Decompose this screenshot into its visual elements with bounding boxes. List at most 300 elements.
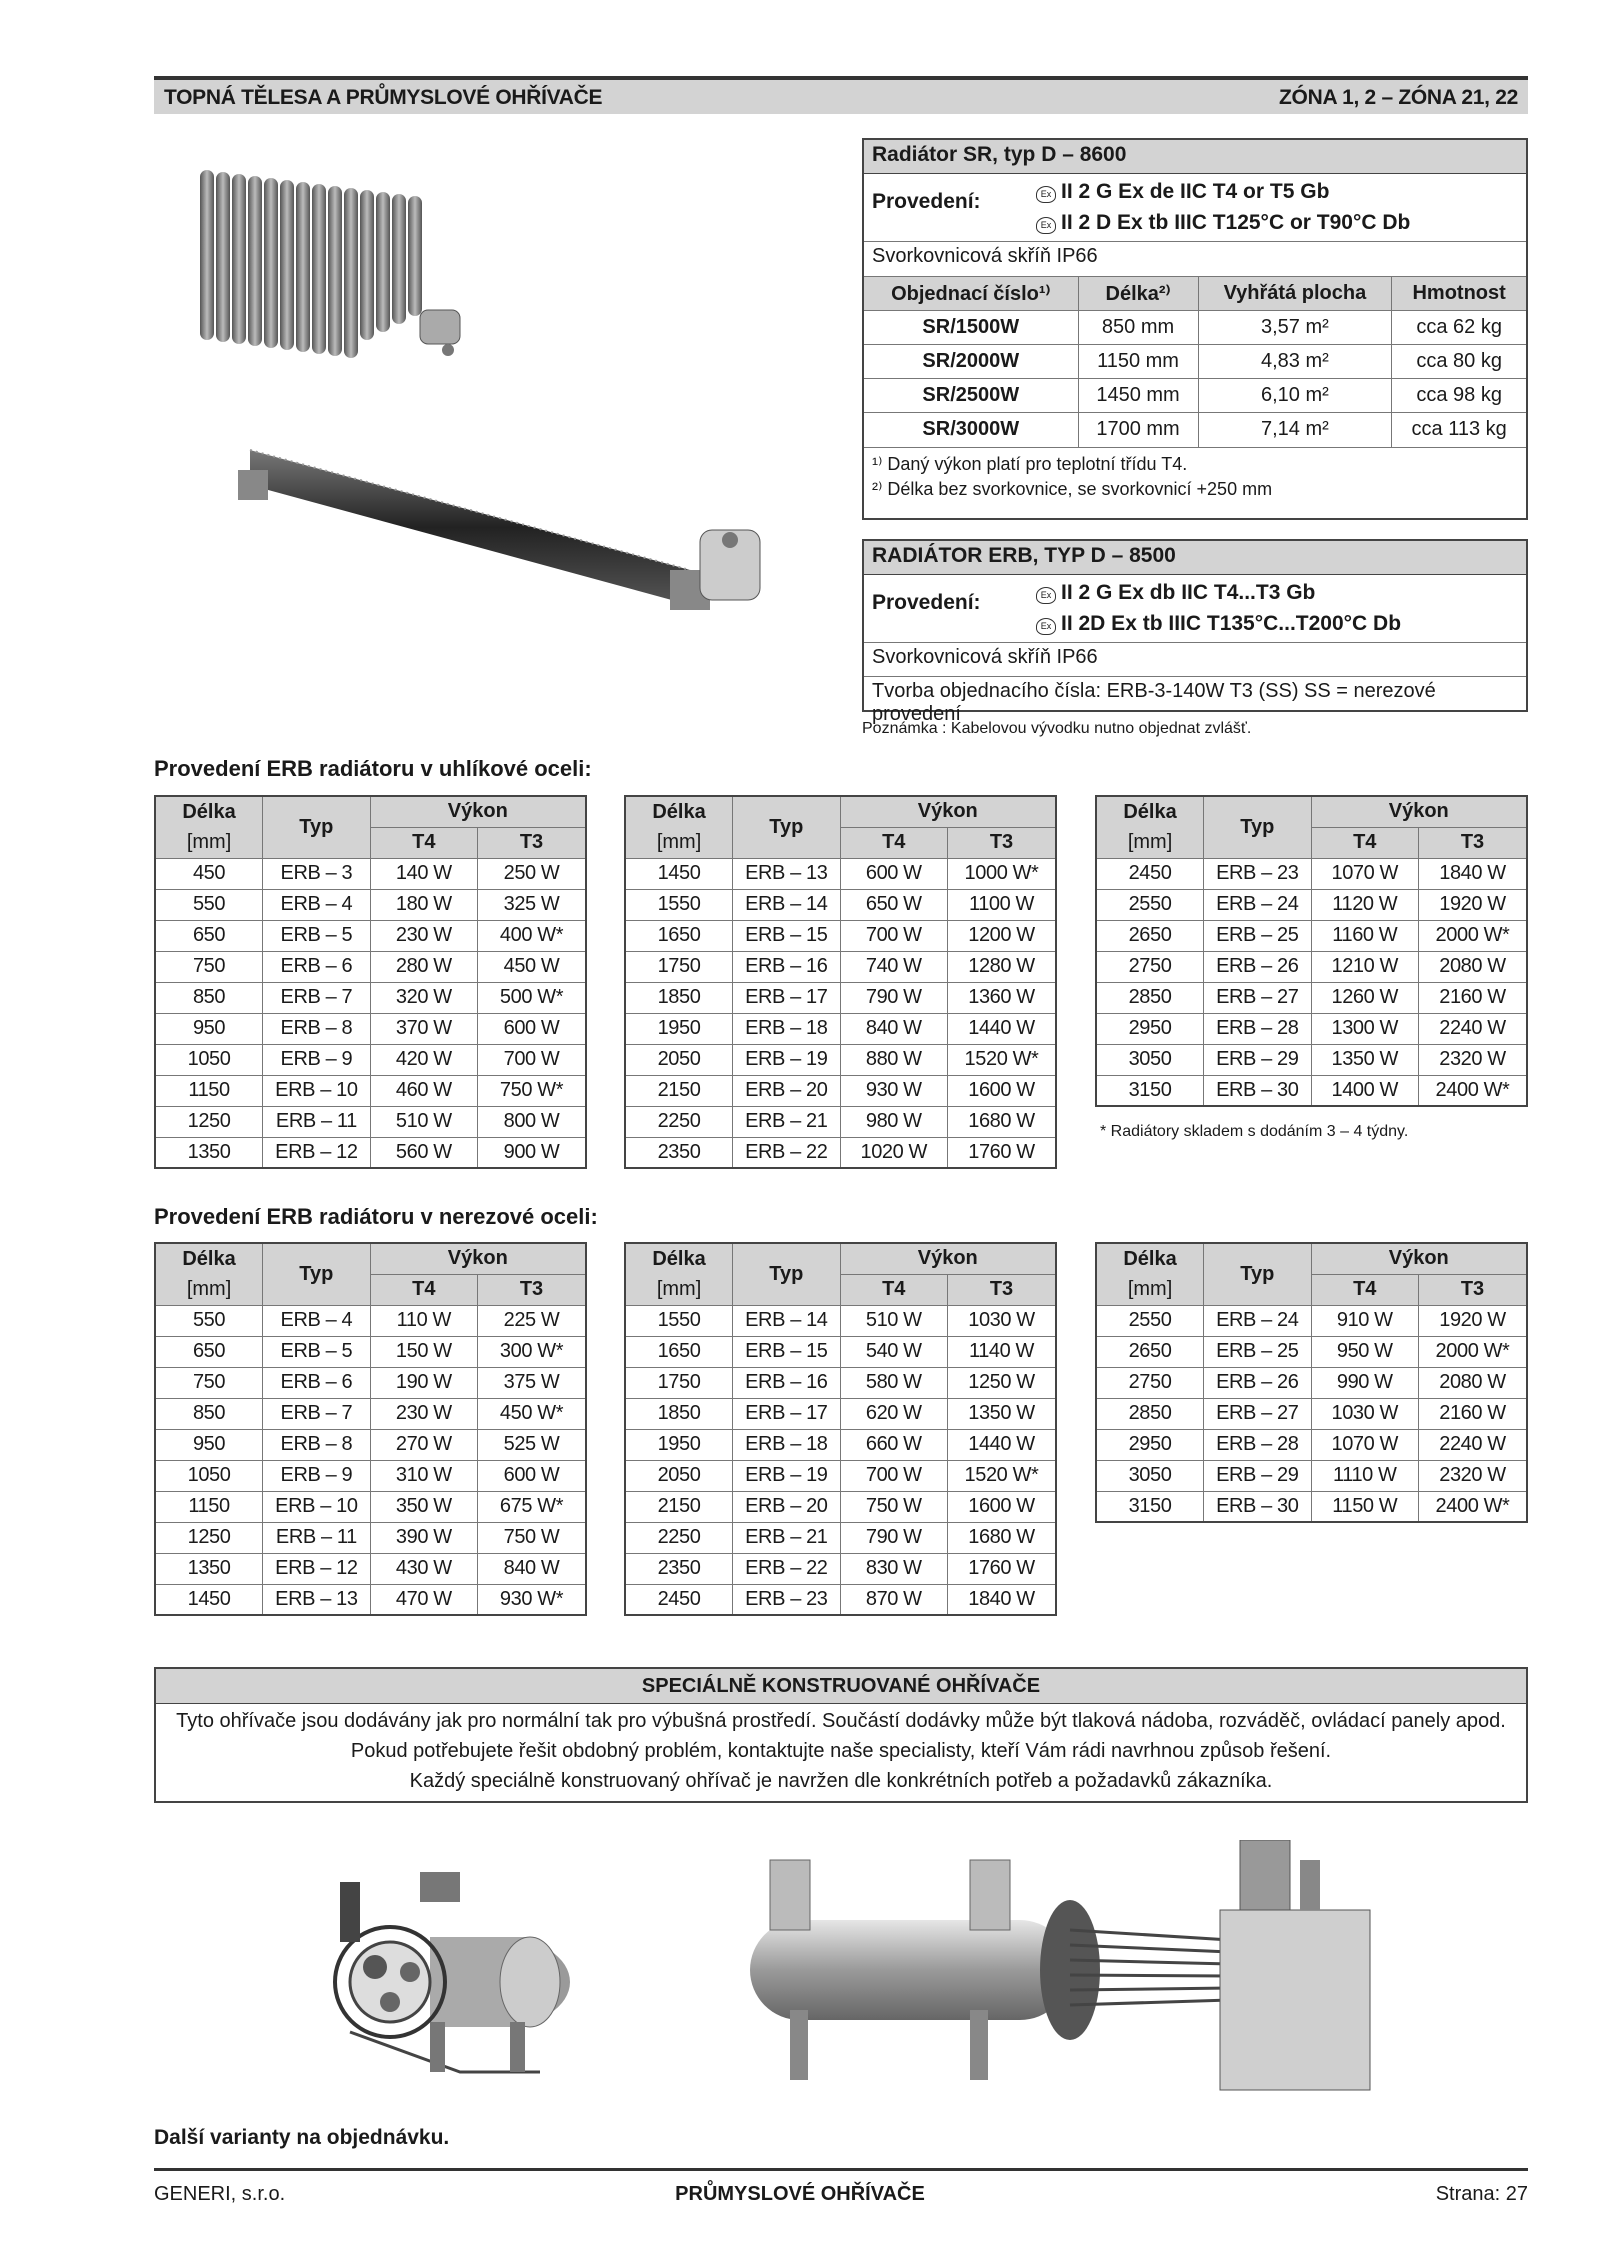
type-cell: ERB – 30 [1204, 1491, 1311, 1522]
col-t3: T3 [948, 827, 1057, 858]
sr-length-cell: 850 mm [1078, 311, 1198, 345]
erb-provedeni-label: Provedení: [872, 591, 981, 614]
t4-power-cell: 620 W [840, 1398, 947, 1429]
t4-power-cell: 540 W [840, 1336, 947, 1367]
type-cell: ERB – 9 [263, 1460, 371, 1491]
more-variants-note: Další varianty na objednávku. [154, 2126, 450, 2149]
t4-power-cell: 1150 W [1311, 1491, 1418, 1522]
length-cell: 1450 [625, 858, 733, 889]
type-cell: ERB – 9 [263, 1044, 371, 1075]
col-t3: T3 [478, 1274, 586, 1305]
length-cell: 1550 [625, 889, 733, 920]
table-row [625, 1553, 1056, 1584]
t4-power-cell: 190 W [370, 1367, 477, 1398]
t3-power-cell: 2400 W* [1419, 1075, 1528, 1106]
t3-power-cell: 2240 W [1419, 1429, 1528, 1460]
table-row [155, 1075, 586, 1106]
length-cell: 2450 [625, 1584, 733, 1615]
t3-power-cell: 1920 W [1419, 1305, 1528, 1336]
length-cell: 1250 [155, 1522, 263, 1553]
type-cell: ERB – 22 [733, 1137, 840, 1168]
t4-power-cell: 230 W [370, 920, 477, 951]
t3-power-cell: 1760 W [947, 1553, 1056, 1584]
t3-power-cell: 900 W [478, 1137, 586, 1168]
sr-length-cell: 1150 mm [1078, 345, 1198, 379]
sr-table-row [864, 311, 1526, 345]
table-row [1096, 982, 1527, 1013]
type-cell: ERB – 23 [733, 1584, 840, 1615]
t4-power-cell: 1300 W [1311, 1013, 1418, 1044]
col-vykon: Výkon [370, 1243, 586, 1274]
t3-power-cell: 1250 W [947, 1367, 1056, 1398]
t3-power-cell: 750 W* [478, 1075, 586, 1106]
t4-power-cell: 390 W [370, 1522, 477, 1553]
type-cell: ERB – 16 [733, 1367, 840, 1398]
table-row [155, 1553, 586, 1584]
t3-power-cell: 300 W* [478, 1336, 586, 1367]
t3-power-cell: 400 W* [478, 920, 586, 951]
t4-power-cell: 470 W [370, 1584, 477, 1615]
carbon-table [1095, 795, 1528, 1107]
t4-power-cell: 660 W [840, 1429, 947, 1460]
t3-power-cell: 1680 W [947, 1522, 1056, 1553]
t3-power-cell: 1360 W [948, 982, 1057, 1013]
t3-power-cell: 840 W [478, 1553, 586, 1584]
t3-power-cell: 1520 W* [948, 1044, 1057, 1075]
t3-power-cell: 1140 W [947, 1336, 1056, 1367]
sr-order-cell: SR/2500W [864, 379, 1078, 413]
sr-area-cell: 7,14 m² [1198, 413, 1392, 447]
special-line-3: Každý speciálně konstruovaný ohřívač je navržen dle konkrétních potřeb a požadavků zákazníka. [409, 1770, 1273, 1792]
carbon-table [624, 795, 1057, 1169]
t3-power-cell: 1280 W [948, 951, 1057, 982]
stainless-heading: Provedení ERB radiátoru v nerezové oceli: [154, 1204, 598, 1229]
sr-marking-2: II 2 D Ex tb IIIC T125°C or T90°C Db [1061, 211, 1411, 234]
col-delka: Délka [1096, 1243, 1204, 1274]
length-cell: 3050 [1096, 1044, 1204, 1075]
table-row [625, 1460, 1056, 1491]
table-row [155, 1367, 586, 1398]
table-row [625, 1522, 1056, 1553]
length-cell: 2350 [625, 1553, 733, 1584]
t4-power-cell: 270 W [370, 1429, 477, 1460]
length-cell: 1850 [625, 982, 733, 1013]
table-row [625, 1137, 1056, 1168]
type-cell: ERB – 21 [733, 1522, 840, 1553]
type-cell: ERB – 24 [1204, 889, 1311, 920]
sr-footnote-2: ²⁾ Délka bez svorkovnice, se svorkovnicí +250 mm [872, 478, 1273, 499]
type-cell: ERB – 13 [733, 858, 840, 889]
length-cell: 3150 [1096, 1075, 1204, 1106]
col-t3: T3 [478, 827, 586, 858]
t3-power-cell: 250 W [478, 858, 586, 889]
t3-power-cell: 1600 W [948, 1075, 1057, 1106]
table-row [625, 858, 1056, 889]
type-cell: ERB – 25 [1204, 920, 1311, 951]
length-cell: 1850 [625, 1398, 733, 1429]
sr-col-area: Vyhřátá plocha [1198, 277, 1392, 311]
t4-power-cell: 510 W [840, 1305, 947, 1336]
table-row [155, 1460, 586, 1491]
table-row [625, 982, 1056, 1013]
special-line-1: Tyto ohřívače jsou dodávány jak pro normální tak pro výbušná prostředí. Součástí dodávky může být tlaková nádoba, rozváděč, ovládací panely apod. [176, 1710, 1506, 1732]
table-row [625, 920, 1056, 951]
t3-power-cell: 930 W* [478, 1584, 586, 1615]
length-cell: 2150 [625, 1075, 733, 1106]
length-cell: 1450 [155, 1584, 263, 1615]
t3-power-cell: 2080 W [1419, 951, 1528, 982]
t4-power-cell: 700 W [840, 920, 947, 951]
footer-page-number: Strana: 27 [1435, 2183, 1528, 2205]
sr-table-row [864, 379, 1526, 413]
t4-power-cell: 320 W [370, 982, 477, 1013]
sr-area-cell: 3,57 m² [1198, 311, 1392, 345]
length-cell: 1650 [625, 1336, 733, 1367]
table-row [1096, 889, 1527, 920]
type-cell: ERB – 17 [733, 1398, 840, 1429]
t3-power-cell: 1680 W [948, 1106, 1057, 1137]
length-cell: 1150 [155, 1491, 263, 1522]
table-row [625, 1336, 1056, 1367]
t3-power-cell: 325 W [478, 889, 586, 920]
col-t4: T4 [1311, 1274, 1418, 1305]
sr-order-cell: SR/2000W [864, 345, 1078, 379]
t3-power-cell: 1440 W [947, 1429, 1056, 1460]
table-row [625, 1429, 1056, 1460]
table-row [155, 1398, 586, 1429]
t4-power-cell: 110 W [370, 1305, 477, 1336]
table-row [1096, 1044, 1527, 1075]
length-cell: 2650 [1096, 920, 1204, 951]
t4-power-cell: 1350 W [1311, 1044, 1418, 1075]
special-title: SPECIÁLNĚ KONSTRUOVANÉ OHŘÍVAČE [156, 1669, 1526, 1704]
type-cell: ERB – 16 [733, 951, 840, 982]
special-heater-photo-1 [320, 1852, 580, 2092]
length-cell: 2750 [1096, 951, 1204, 982]
table-row [625, 1305, 1056, 1336]
type-cell: ERB – 25 [1204, 1336, 1311, 1367]
sr-area-cell: 4,83 m² [1198, 345, 1392, 379]
length-cell: 2050 [625, 1044, 733, 1075]
col-typ: Typ [1204, 796, 1311, 858]
type-cell: ERB – 11 [263, 1522, 371, 1553]
table-row [1096, 1429, 1527, 1460]
t4-power-cell: 1260 W [1311, 982, 1418, 1013]
sr-weight-cell: cca 80 kg [1392, 345, 1526, 379]
erb-order-code: Tvorba objednacího čísla: ERB-3-140W T3 (SS) SS = nerezové provedení [872, 680, 1436, 725]
t3-power-cell: 2000 W* [1419, 920, 1528, 951]
t3-power-cell: 600 W [478, 1013, 586, 1044]
sr-table [864, 276, 1526, 447]
carbon-heading: Provedení ERB radiátoru v uhlíkové oceli: [154, 756, 592, 781]
erb-title: RADIÁTOR ERB, TYP D – 8500 [864, 541, 1526, 575]
ex-mark-icon: Ex [1036, 217, 1056, 234]
type-cell: ERB – 18 [733, 1429, 840, 1460]
type-cell: ERB – 19 [733, 1460, 840, 1491]
table-row [1096, 1075, 1527, 1106]
t4-power-cell: 790 W [840, 1522, 947, 1553]
type-cell: ERB – 14 [733, 889, 840, 920]
type-cell: ERB – 17 [733, 982, 840, 1013]
type-cell: ERB – 29 [1204, 1044, 1311, 1075]
type-cell: ERB – 23 [1204, 858, 1311, 889]
t4-power-cell: 460 W [370, 1075, 477, 1106]
type-cell: ERB – 4 [263, 889, 371, 920]
t3-power-cell: 2000 W* [1419, 1336, 1528, 1367]
sr-footnote-1: ¹⁾ Daný výkon platí pro teplotní třídu T4. [872, 453, 1188, 474]
type-cell: ERB – 12 [263, 1137, 371, 1168]
t4-power-cell: 790 W [840, 982, 947, 1013]
t4-power-cell: 230 W [370, 1398, 477, 1429]
table-row [1096, 1367, 1527, 1398]
table-row [155, 889, 586, 920]
sr-marking-1: II 2 G Ex de IIC T4 or T5 Gb [1061, 180, 1330, 203]
header-title: TOPNÁ TĚLESA A PRŮMYSLOVÉ OHŘÍVAČE [164, 86, 603, 109]
length-cell: 550 [155, 889, 263, 920]
t3-power-cell: 2400 W* [1419, 1491, 1528, 1522]
length-cell: 450 [155, 858, 263, 889]
t3-power-cell: 1440 W [948, 1013, 1057, 1044]
sr-terminal: Svorkovnicová skříň IP66 [872, 245, 1098, 267]
col-delka: Délka [155, 796, 263, 827]
sr-table-row [864, 345, 1526, 379]
t4-power-cell: 990 W [1311, 1367, 1418, 1398]
table-row [155, 858, 586, 889]
col-t3: T3 [947, 1274, 1056, 1305]
t4-power-cell: 840 W [840, 1013, 947, 1044]
ex-mark-icon: Ex [1036, 587, 1056, 604]
t3-power-cell: 2080 W [1419, 1367, 1528, 1398]
t4-power-cell: 580 W [840, 1367, 947, 1398]
t3-power-cell: 675 W* [478, 1491, 586, 1522]
length-cell: 3150 [1096, 1491, 1204, 1522]
length-cell: 650 [155, 920, 263, 951]
type-cell: ERB – 22 [733, 1553, 840, 1584]
length-cell: 2450 [1096, 858, 1204, 889]
t4-power-cell: 1070 W [1311, 858, 1418, 889]
type-cell: ERB – 20 [733, 1491, 840, 1522]
t4-power-cell: 750 W [840, 1491, 947, 1522]
length-cell: 1250 [155, 1106, 263, 1137]
t4-power-cell: 950 W [1311, 1336, 1418, 1367]
table-row [625, 1013, 1056, 1044]
col-delka: Délka [1096, 796, 1204, 827]
erb-provedeni-row [864, 575, 1526, 643]
length-cell: 2850 [1096, 1398, 1204, 1429]
col-t4: T4 [840, 827, 947, 858]
table-row [1096, 1336, 1527, 1367]
t3-power-cell: 1350 W [947, 1398, 1056, 1429]
t4-power-cell: 310 W [370, 1460, 477, 1491]
t3-power-cell: 2160 W [1419, 982, 1528, 1013]
table-row [625, 1491, 1056, 1522]
erb-terminal: Svorkovnicová skříň IP66 [864, 643, 1526, 677]
type-cell: ERB – 24 [1204, 1305, 1311, 1336]
sr-order-cell: SR/1500W [864, 311, 1078, 345]
t4-power-cell: 140 W [370, 858, 477, 889]
type-cell: ERB – 5 [263, 1336, 371, 1367]
col-t4: T4 [370, 827, 477, 858]
t4-power-cell: 180 W [370, 889, 477, 920]
footer-rule [154, 2168, 1528, 2171]
sr-weight-cell: cca 113 kg [1392, 413, 1526, 447]
t3-power-cell: 1100 W [948, 889, 1057, 920]
col-mm: [mm] [625, 827, 733, 858]
length-cell: 2650 [1096, 1336, 1204, 1367]
type-cell: ERB – 20 [733, 1075, 840, 1106]
type-cell: ERB – 6 [263, 951, 371, 982]
type-cell: ERB – 10 [263, 1491, 371, 1522]
type-cell: ERB – 12 [263, 1553, 371, 1584]
page-header [154, 76, 1528, 114]
table-row [1096, 1305, 1527, 1336]
t3-power-cell: 750 W [478, 1522, 586, 1553]
t4-power-cell: 150 W [370, 1336, 477, 1367]
sr-provedeni-row [864, 174, 1526, 242]
length-cell: 2550 [1096, 889, 1204, 920]
stainless-table [624, 1242, 1057, 1616]
sr-col-order: Objednací číslo¹⁾ [864, 277, 1078, 311]
table-row [155, 982, 586, 1013]
length-cell: 2950 [1096, 1429, 1204, 1460]
length-cell: 2250 [625, 1522, 733, 1553]
length-cell: 3050 [1096, 1460, 1204, 1491]
type-cell: ERB – 5 [263, 920, 371, 951]
erb-note: Poznámka : Kabelovou vývodku nutno objednat zvlášť. [862, 720, 1252, 737]
t4-power-cell: 430 W [370, 1553, 477, 1584]
col-typ: Typ [733, 796, 840, 858]
type-cell: ERB – 8 [263, 1013, 371, 1044]
t3-power-cell: 800 W [478, 1106, 586, 1137]
col-typ: Typ [263, 796, 371, 858]
length-cell: 1650 [625, 920, 733, 951]
t3-power-cell: 225 W [478, 1305, 586, 1336]
t3-power-cell: 2320 W [1419, 1044, 1528, 1075]
col-t4: T4 [370, 1274, 477, 1305]
erb-info-box [862, 539, 1528, 725]
footer-section: PRŮMYSLOVÉ OHŘÍVAČE [675, 2183, 925, 2205]
table-row [155, 1106, 586, 1137]
col-t3: T3 [1419, 827, 1528, 858]
type-cell: ERB – 19 [733, 1044, 840, 1075]
table-row [625, 1044, 1056, 1075]
table-row [1096, 1460, 1527, 1491]
sr-info-box [862, 138, 1528, 520]
type-cell: ERB – 15 [733, 920, 840, 951]
table-row [155, 1013, 586, 1044]
table-row [155, 1336, 586, 1367]
type-cell: ERB – 8 [263, 1429, 371, 1460]
type-cell: ERB – 3 [263, 858, 371, 889]
sr-title: Radiátor SR, typ D – 8600 [864, 140, 1526, 174]
sr-length-cell: 1450 mm [1078, 379, 1198, 413]
length-cell: 1750 [625, 1367, 733, 1398]
length-cell: 850 [155, 982, 263, 1013]
type-cell: ERB – 10 [263, 1075, 371, 1106]
ex-mark-icon: Ex [1036, 186, 1056, 203]
type-cell: ERB – 7 [263, 982, 371, 1013]
sr-weight-cell: cca 62 kg [1392, 311, 1526, 345]
length-cell: 2150 [625, 1491, 733, 1522]
length-cell: 1950 [625, 1429, 733, 1460]
t4-power-cell: 740 W [840, 951, 947, 982]
t3-power-cell: 1840 W [1419, 858, 1528, 889]
table-row [155, 1491, 586, 1522]
length-cell: 1150 [155, 1075, 263, 1106]
t4-power-cell: 880 W [840, 1044, 947, 1075]
stainless-table [1095, 1242, 1528, 1523]
col-mm: [mm] [155, 1274, 263, 1305]
t4-power-cell: 700 W [840, 1460, 947, 1491]
t4-power-cell: 1110 W [1311, 1460, 1418, 1491]
type-cell: ERB – 28 [1204, 1429, 1311, 1460]
type-cell: ERB – 28 [1204, 1013, 1311, 1044]
special-heaters-box [154, 1667, 1528, 1803]
length-cell: 1950 [625, 1013, 733, 1044]
t3-power-cell: 2160 W [1419, 1398, 1528, 1429]
length-cell: 1050 [155, 1460, 263, 1491]
type-cell: ERB – 27 [1204, 1398, 1311, 1429]
radiator-erb-photo [230, 410, 770, 620]
table-row [1096, 1398, 1527, 1429]
t4-power-cell: 1160 W [1311, 920, 1418, 951]
type-cell: ERB – 30 [1204, 1075, 1311, 1106]
table-row [625, 1398, 1056, 1429]
t4-power-cell: 600 W [840, 858, 947, 889]
type-cell: ERB – 26 [1204, 951, 1311, 982]
t4-power-cell: 830 W [840, 1553, 947, 1584]
length-cell: 1550 [625, 1305, 733, 1336]
col-mm: [mm] [625, 1274, 733, 1305]
table-row [155, 1137, 586, 1168]
t4-power-cell: 1120 W [1311, 889, 1418, 920]
length-cell: 2050 [625, 1460, 733, 1491]
t3-power-cell: 1520 W* [947, 1460, 1056, 1491]
length-cell: 1050 [155, 1044, 263, 1075]
t4-power-cell: 1020 W [840, 1137, 947, 1168]
special-line-2: Pokud potřebujete řešit obdobný problém, kontaktujte naše specialisty, kteří Vám rádi navrhnou způsob řešení. [350, 1740, 1332, 1762]
col-t4: T4 [1311, 827, 1418, 858]
t3-power-cell: 1030 W [947, 1305, 1056, 1336]
t4-power-cell: 420 W [370, 1044, 477, 1075]
table-row [155, 951, 586, 982]
table-row [1096, 920, 1527, 951]
t4-power-cell: 560 W [370, 1137, 477, 1168]
col-mm: [mm] [1096, 1274, 1204, 1305]
table-row [155, 1429, 586, 1460]
t4-power-cell: 350 W [370, 1491, 477, 1522]
table-row [625, 1367, 1056, 1398]
type-cell: ERB – 7 [263, 1398, 371, 1429]
stainless-table [154, 1242, 587, 1616]
t3-power-cell: 600 W [478, 1460, 586, 1491]
t4-power-cell: 1030 W [1311, 1398, 1418, 1429]
col-vykon: Výkon [1311, 1243, 1527, 1274]
table-row [155, 1584, 586, 1615]
length-cell: 750 [155, 1367, 263, 1398]
length-cell: 2950 [1096, 1013, 1204, 1044]
t4-power-cell: 370 W [370, 1013, 477, 1044]
ex-mark-icon: Ex [1036, 618, 1056, 635]
sr-area-cell: 6,10 m² [1198, 379, 1392, 413]
table-row [625, 1075, 1056, 1106]
table-row [155, 920, 586, 951]
length-cell: 550 [155, 1305, 263, 1336]
col-t4: T4 [840, 1274, 947, 1305]
table-row [625, 889, 1056, 920]
t4-power-cell: 910 W [1311, 1305, 1418, 1336]
col-vykon: Výkon [840, 796, 1056, 827]
